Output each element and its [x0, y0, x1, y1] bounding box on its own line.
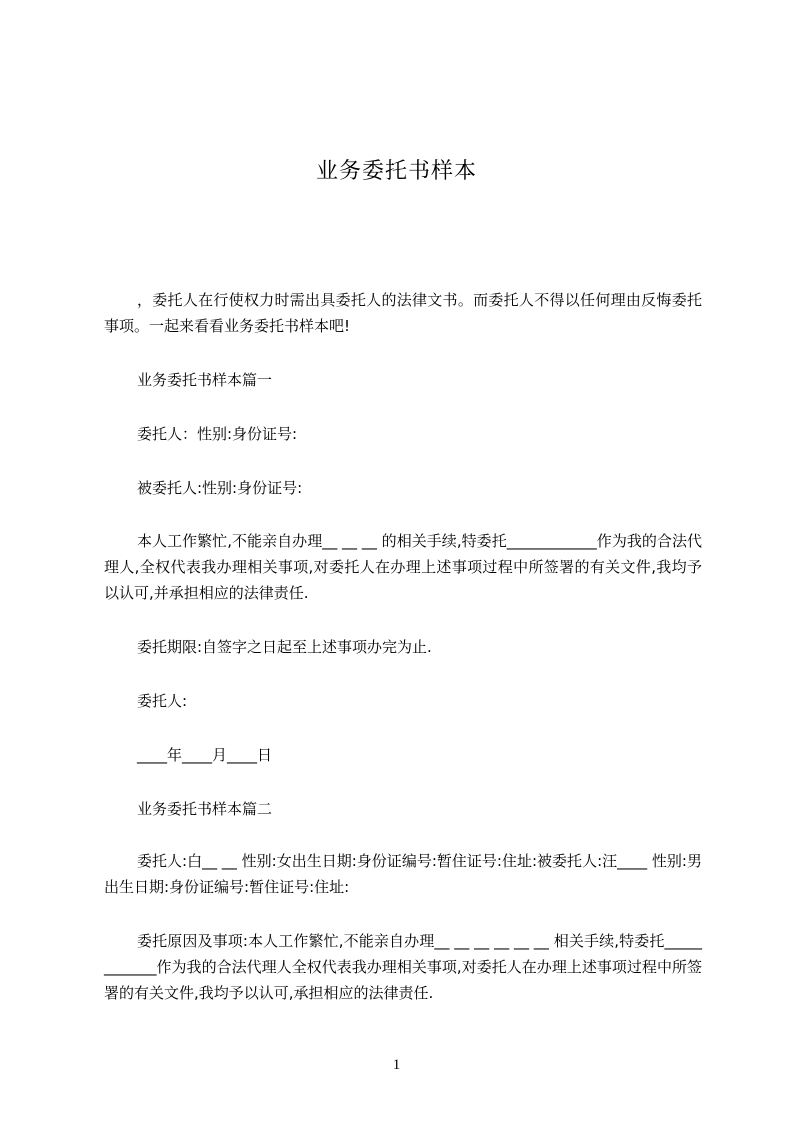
principal-signature-line: 委托人: [137, 692, 188, 710]
reason-paragraph: 委托原因及事项:本人工作繁忙,不能亲自办理__ __ __ __ __ __ 相关手续,特委托____________作为我的合法代理人全权代表我办理相关事项,对委托人在办理上述事项过程中所签署的有关文件,我均予以认可,承担相应的法律责任. [104, 932, 702, 1002]
authorization-paragraph: 本人工作繁忙,不能亲自办理__ __ __ 的相关手续,特委托____________作为我的合法代理人,全权代表我办理相关事项,对委托人在办理上述事项过程中所签署的有关文件,我均予以认可,并承担相应的法律责任. [104, 532, 702, 602]
section-heading-two: 业务委托书样本篇二 [137, 800, 273, 818]
section-heading-one: 业务委托书样本篇一 [137, 371, 273, 389]
principal-info-line: 委托人：性别:身份证号: [137, 425, 298, 443]
document-title: 业务委托书样本 [315, 158, 477, 184]
page-number: 1 [392, 1057, 401, 1073]
party-details-paragraph: 委托人:白__ __ 性别:女出生日期:身份证编号:暂住证号:住址:被委托人:汪____ 性别:男出生日期:身份证编号:暂住证号:住址: [104, 852, 702, 896]
agent-info-line: 被委托人:性别:身份证号: [137, 479, 303, 497]
date-line: ____年____月____日 [137, 746, 273, 764]
intro-paragraph: ，委托人在行使权力时需出具委托人的法律文书。而委托人不得以任何理由反悔委托事项。一起来看看业务委托书样本吧! [104, 291, 702, 335]
term-line: 委托期限:自签字之日起至上述事项办完为止. [137, 638, 432, 656]
